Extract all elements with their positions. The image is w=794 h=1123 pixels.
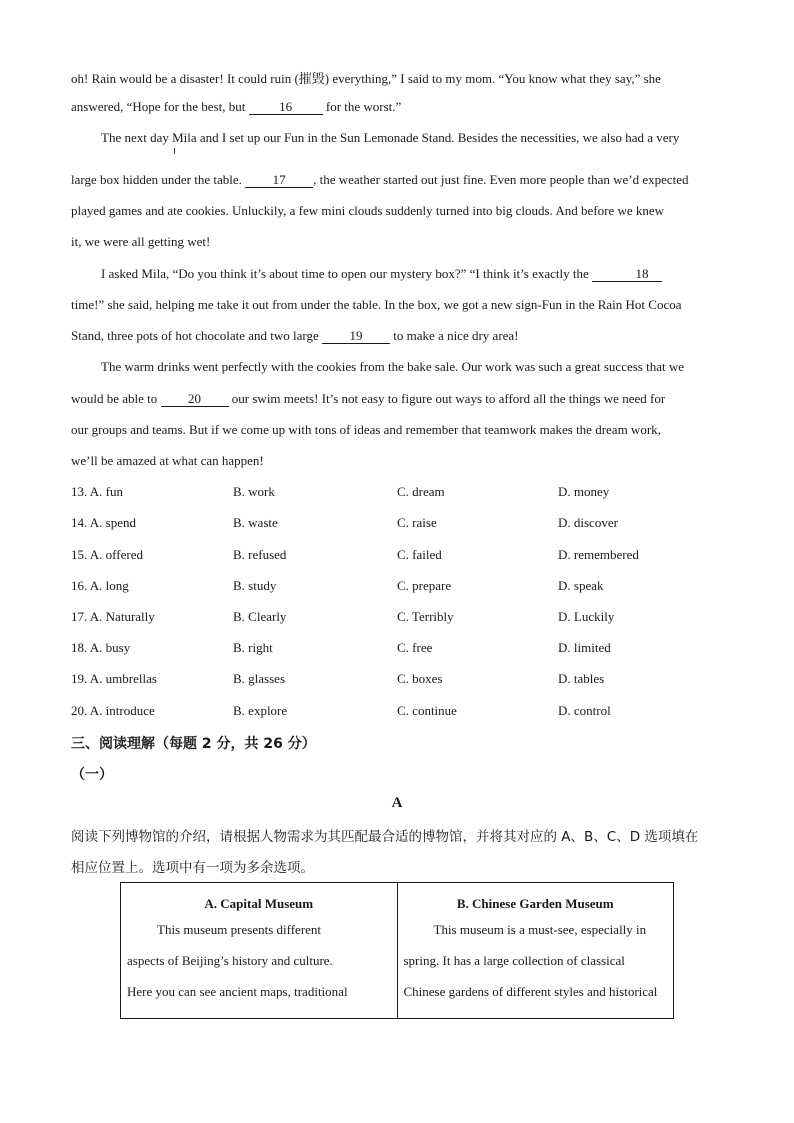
option-c: C. prepare <box>397 578 452 593</box>
option-b: B. refused <box>233 547 287 562</box>
passage-line: time!” she said, helping me take it out from under the table. In the box, we got a new sign-Fun in the Rain Hot Cocoa <box>71 297 682 312</box>
blank-16: 16 <box>249 100 323 115</box>
text-segment: our swim meets! It’s not easy to figure out ways to afford all the things we need for <box>228 391 666 406</box>
museum-table <box>120 882 674 1019</box>
text-segment: I asked Mila, “Do you think it’s about time to open our mystery box?” “I think it’s exactly the <box>101 266 593 281</box>
text-segment: large box hidden under the table. <box>71 172 246 187</box>
museum-title: B. Chinese Garden Museum <box>456 896 614 911</box>
museum-text-line: spring. It has a large collection of classical <box>403 953 625 968</box>
passage-line <box>71 328 723 344</box>
passage-line: The next day Mila and I set up our Fun in the Sun Lemonade Stand. Besides the necessities, we also had a very <box>101 130 680 145</box>
option-row-16 <box>71 578 731 598</box>
passage-line: it, we were all getting wet! <box>71 234 211 249</box>
option-a: 15. A. offered <box>71 547 143 562</box>
museum-cell-b <box>397 883 674 1019</box>
museum-text-line: Chinese gardens of different styles and historical <box>403 984 658 999</box>
option-row-18 <box>71 640 731 660</box>
option-row-14 <box>71 515 731 535</box>
museum-text-line: Here you can see ancient maps, traditional <box>127 984 348 999</box>
option-d: D. tables <box>558 671 605 686</box>
option-a: 16. A. long <box>71 578 129 593</box>
option-c: C. dream <box>397 484 445 499</box>
blank-17: 17 <box>245 173 313 188</box>
option-d: D. speak <box>558 578 604 593</box>
option-d: D. control <box>558 703 611 718</box>
option-row-19 <box>71 671 731 691</box>
option-a: 19. A. umbrellas <box>71 671 157 686</box>
option-b: B. waste <box>233 515 278 530</box>
instruction-text <box>71 822 723 884</box>
text-segment: for the worst.” <box>322 99 402 114</box>
option-d: D. money <box>558 484 610 499</box>
passage-line <box>71 172 723 188</box>
option-c: C. Terribly <box>397 609 454 624</box>
instruction-line: 阅读下列博物馆的介绍，请根据人物需求为其匹配最合适的博物馆，并将其对应的 A、B、C、D 选项填在 <box>71 829 699 845</box>
option-b: B. right <box>233 640 273 655</box>
passage-line: we’ll be amazed at what can happen! <box>71 453 264 468</box>
passage-line: oh! Rain would be a disaster! It could ruin (摧毁) everything,” I said to my mom. “You know what they say,” she <box>71 71 661 86</box>
passage-line <box>71 266 723 282</box>
option-b: B. work <box>233 484 275 499</box>
option-b: B. glasses <box>233 671 285 686</box>
text-segment: , the weather started out just fine. Even more people than we’d expected <box>313 172 689 187</box>
museum-text-line: This museum presents different <box>157 922 322 937</box>
museum-text-line: aspects of Beijing’s history and culture. <box>127 953 333 968</box>
part-heading: （一） <box>71 767 113 783</box>
blank-18: 18 <box>592 267 662 282</box>
option-row-20 <box>71 703 731 723</box>
option-c: C. continue <box>397 703 457 718</box>
option-c: C. boxes <box>397 671 443 686</box>
blank-20: 20 <box>161 392 229 407</box>
option-a: 14. A. spend <box>71 515 136 530</box>
blank-19: 19 <box>322 329 390 344</box>
option-d: D. limited <box>558 640 611 655</box>
option-c: C. failed <box>397 547 442 562</box>
option-a: 17. A. Naturally <box>71 609 155 624</box>
passage-line: our groups and teams. But if we come up with tons of ideas and remember that teamwork makes the dream work, <box>71 422 661 437</box>
passage-line <box>71 99 723 115</box>
option-d: D. Luckily <box>558 609 615 624</box>
section-heading: 三、阅读理解（每题 2 分，共 26 分） <box>71 736 316 752</box>
option-a: 20. A. introduce <box>71 703 155 718</box>
option-b: B. explore <box>233 703 288 718</box>
option-c: C. raise <box>397 515 437 530</box>
instruction-line: 相应位置上。选项中有一项为多余选项。 <box>71 860 314 876</box>
passage-letter: A <box>391 795 403 811</box>
museum-text-line: This museum is a must-see, especially in <box>433 922 647 937</box>
option-row-17 <box>71 609 731 629</box>
museum-title: A. Capital Museum <box>204 896 314 911</box>
option-c: C. free <box>397 640 433 655</box>
option-row-15 <box>71 547 731 567</box>
text-segment: answered, “Hope for the best, but <box>71 99 249 114</box>
text-segment: Stand, three pots of hot chocolate and two large <box>71 328 323 343</box>
text-segment: would be able to <box>71 391 161 406</box>
cursor-mark <box>174 148 175 154</box>
option-a: 13. A. fun <box>71 484 123 499</box>
option-d: D. discover <box>558 515 618 530</box>
option-b: B. study <box>233 578 277 593</box>
text-segment: to make a nice dry area! <box>390 328 519 343</box>
passage-line: The warm drinks went perfectly with the cookies from the bake sale. Our work was such a great success that we <box>101 359 685 374</box>
museum-cell-a <box>121 883 398 1019</box>
passage-line: played games and ate cookies. Unluckily, a few mini clouds suddenly turned into big clouds. And before we knew <box>71 203 665 218</box>
passage-line <box>71 391 723 407</box>
option-row-13 <box>71 484 731 504</box>
option-b: B. Clearly <box>233 609 287 624</box>
option-a: 18. A. busy <box>71 640 131 655</box>
option-d: D. remembered <box>558 547 639 562</box>
